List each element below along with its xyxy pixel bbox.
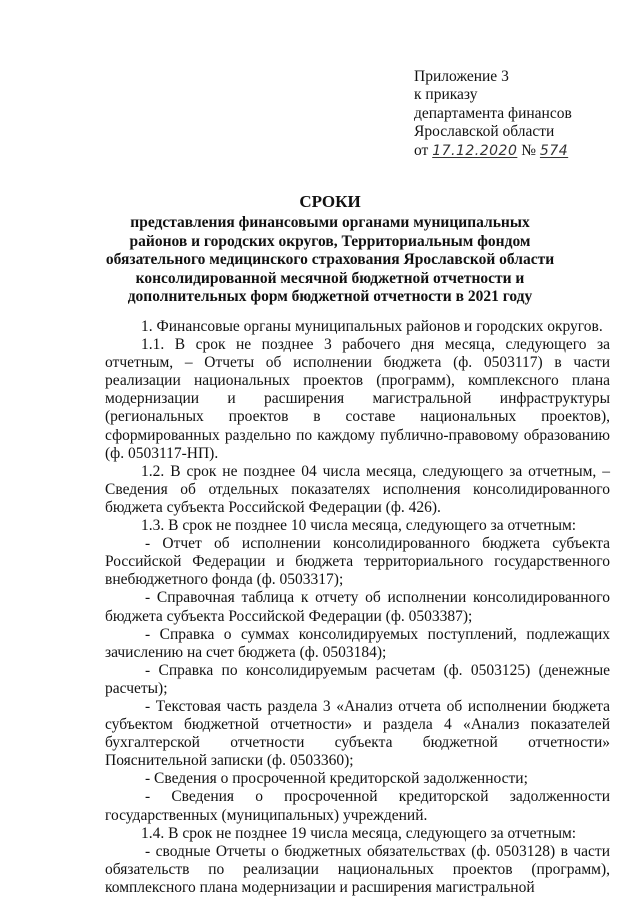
document-body [105, 318, 610, 897]
list-item: - Отчет об исполнении консолидированного бюджета субъекта Российской Федерации и бюджета территориального государственного внебюджетного фонда (ф. 0503317); [105, 535, 610, 589]
list-item: - Справка по консолидируемым расчетам (ф. 0503125) (денежные расчеты); [105, 661, 610, 697]
appendix-line-4: Ярославской области [414, 123, 555, 141]
paragraph-1-4: 1.4. В срок не позднее 19 числа месяца, следующего за отчетным: [141, 824, 577, 842]
paragraph-1-2: 1.2. В срок не позднее 04 числа месяца, следующего за отчетным, – Сведения об отдельных показателях исполнения консолидированного бюджета субъекта Российской Федерации (ф. 426). [105, 462, 610, 516]
list-item: - Сведения о просроченной кредиторской задолженности государственных (муниципальных) учреждений. [105, 788, 610, 824]
appendix-line-1: Приложение 3 [414, 68, 509, 85]
appendix-block [414, 68, 624, 160]
handwritten-number: 574 [539, 142, 569, 159]
list-item: - Справочная таблица к отчету об исполнении консолидированного бюджета субъекта Российской Федерации (ф. 0503387); [105, 589, 610, 625]
appendix-line-3: департамента финансов [414, 104, 572, 122]
paragraph-1-3: 1.3. В срок не позднее 10 числа месяца, следующего за отчетным: [141, 517, 577, 535]
list-item: - Справка о суммах консолидируемых поступлений, подлежащих зачислению на счет бюджета (ф. 0503184); [105, 625, 610, 661]
appendix-date-line [414, 142, 624, 160]
date-prefix: от [414, 141, 429, 159]
appendix-line-2: к приказу [414, 86, 478, 104]
handwritten-date: 17.12.2020 [432, 142, 518, 159]
title-subheading: представления финансовыми органами муниципальных районов и городских округов, Территориальным фондом обязательного медицинского страхования Ярославской области консолидированной месячной бюджетной отчетности и дополнительных форм бюджетной отчетности в 2021 году [105, 214, 555, 306]
list-item: - сводные Отчеты о бюджетных обязательствах (ф. 0503128) в части обязательств по реализации национальных проектов (программ), комплексного плана модернизации и расширения магистральной [105, 842, 610, 896]
title-heading: СРОКИ [299, 192, 361, 211]
paragraph-1: 1. Финансовые органы муниципальных районов и городских округов. [141, 318, 603, 335]
list-item: - Сведения о просроченной кредиторской задолженности; [145, 770, 528, 788]
number-prefix: № [521, 141, 537, 159]
list-item: - Текстовая часть раздела 3 «Анализ отчета об исполнении бюджета субъектом бюджетной отчетности» и раздела 4 «Анализ показателей бухгалтерской отчетности субъекта бюджетной отчетности» Пояснительной записки (ф. 0503360); [105, 697, 610, 770]
document-title [100, 192, 560, 307]
paragraph-1-1: 1.1. В срок не позднее 3 рабочего дня месяца, следующего за отчетным, – Отчеты об исполнении бюджета (ф. 0503117) в части реализации национальных проектов (программ), комплексного плана модернизации и расширения магистральной инфраструктуры (региональных проектов в составе национальных проектов), сформированных раздельно по каждому публично-правовому образованию (ф. 0503117-НП). [105, 336, 610, 462]
